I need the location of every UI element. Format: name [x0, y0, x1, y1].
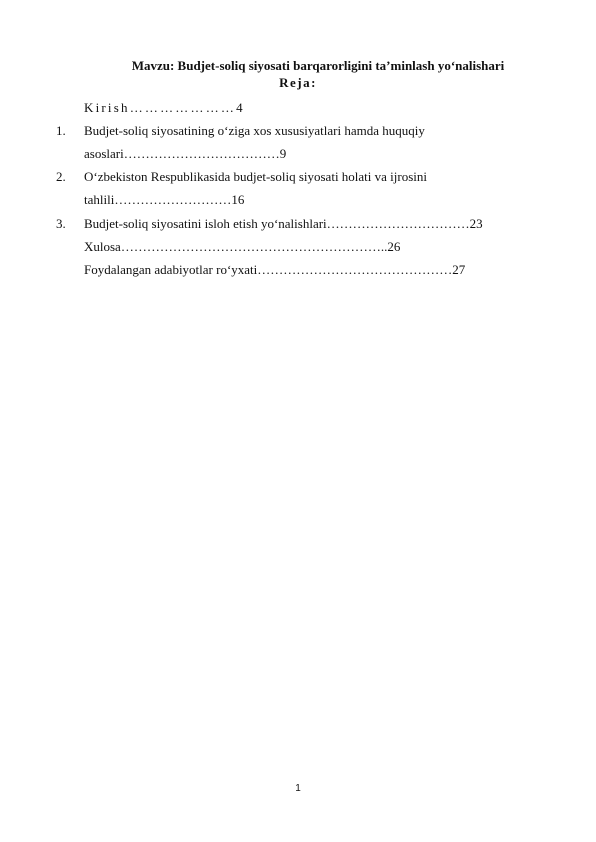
toc-entry-conclusion: Xulosa……………………………………………………..26 — [84, 239, 401, 254]
toc-entry-1-line-2: asoslari………………………………9 — [84, 146, 287, 161]
toc-entry-2-line-2: tahlili………………………16 — [84, 192, 245, 207]
plan-heading: Reja: — [279, 75, 317, 90]
document-title: Mavzu: Budjet-soliq siyosati barqarorligini ta’minlash yo‘nalishari — [131, 58, 505, 73]
toc-entry-3: Budjet-soliq siyosatini isloh etish yo‘nalishlari……………………………23 — [84, 216, 483, 231]
toc-number-2: 2. — [56, 169, 66, 184]
toc-entry-references: Foydalangan adabiyotlar ro‘yxati………………………………………27 — [84, 262, 466, 277]
toc-entry-introduction: Kirish…………………4 — [84, 100, 245, 115]
toc-number-1: 1. — [56, 123, 66, 138]
toc-entry-2-line-1: O‘zbekiston Respublikasida budjet-soliq siyosati holati va ijrosini — [84, 169, 428, 184]
toc-entry-1-line-1: Budjet-soliq siyosatining o‘ziga xos xususiyatlari hamda huquqiy — [84, 123, 425, 138]
toc-number-3: 3. — [56, 216, 66, 231]
page-number: 1 — [295, 783, 301, 794]
